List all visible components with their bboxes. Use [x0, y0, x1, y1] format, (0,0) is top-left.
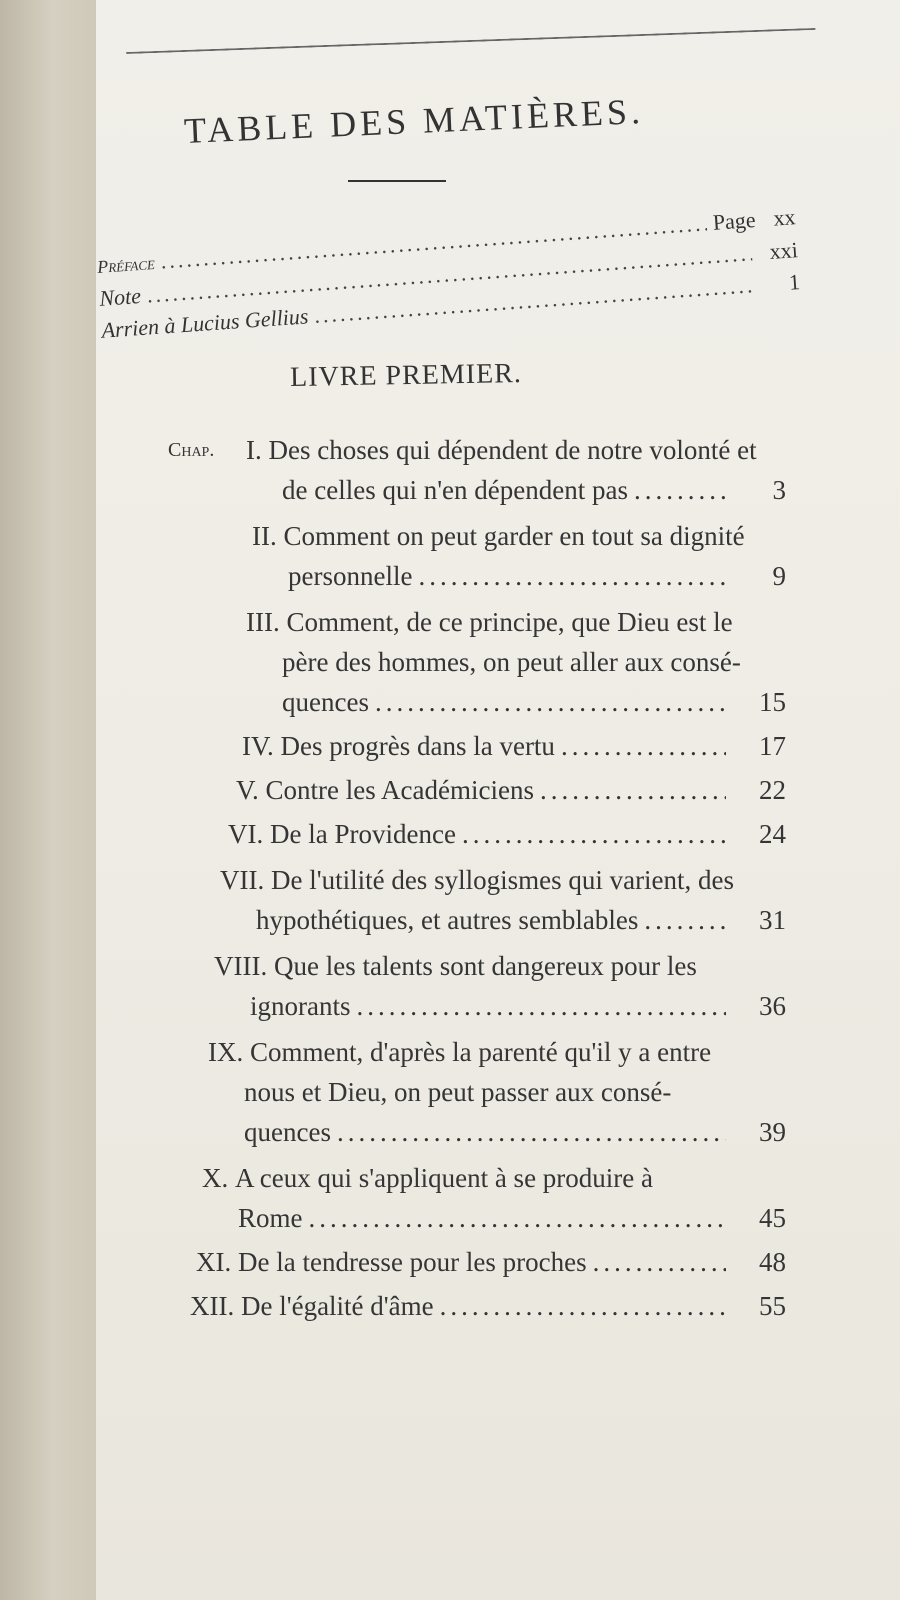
chapter-line	[196, 1242, 786, 1282]
leader-dots	[644, 900, 726, 940]
page-number: 17	[759, 731, 786, 761]
page-number: xxi	[768, 237, 799, 264]
chapter-title-text: Comment, d'après la parenté qu'il y a entre	[250, 1037, 712, 1067]
book-heading: LIVRE PREMIER.	[289, 357, 523, 394]
leader-dots	[357, 986, 727, 1026]
chapter-entry	[96, 946, 786, 1026]
chapter-entry	[96, 814, 786, 854]
chapter-line	[242, 726, 786, 766]
chapter-title-text: quences	[282, 687, 369, 717]
chapter-line	[208, 1112, 786, 1152]
leader-dots	[375, 682, 726, 722]
chapter-title-text: nous et Dieu, on peut passer aux consé-	[244, 1077, 672, 1107]
entry-label: Arrien à Lucius Gellius	[100, 303, 310, 343]
chapter-title-text: ignorants	[250, 991, 351, 1021]
chapter-title-text: hypothétiques, et autres semblables	[256, 905, 639, 935]
chapter-line	[228, 814, 786, 854]
chapter-entry	[96, 1158, 786, 1238]
chapter-line	[190, 1286, 786, 1326]
page-number: 3	[772, 475, 786, 505]
chapter-line	[220, 860, 786, 900]
chapter-title-text: Comment on peut garder en tout sa dignité	[283, 521, 745, 551]
leader-dots	[634, 470, 726, 510]
chapter-entry	[96, 602, 786, 722]
chapter-line	[208, 1032, 786, 1072]
chapter-title-text: personnelle	[288, 561, 413, 591]
chapter-title-text: père des hommes, on peut aller aux consé-	[282, 647, 741, 677]
chapter-line	[220, 900, 786, 940]
chapter-number: IX.	[208, 1037, 250, 1067]
chapter-title-text: A ceux qui s'appliquent à se produire à	[235, 1163, 653, 1193]
chapter-title-text: Rome	[238, 1203, 303, 1233]
title-underline	[348, 180, 446, 182]
chapter-number: IV.	[242, 731, 281, 761]
page-number: 9	[772, 561, 786, 591]
leader-dots	[337, 1112, 726, 1152]
chapter-title-text: De la tendresse pour les proches	[238, 1247, 587, 1277]
book-page	[96, 0, 900, 1600]
chapter-line	[202, 1198, 786, 1238]
page-number: 31	[759, 905, 786, 935]
chapter-number: II.	[252, 521, 284, 551]
chapter-line	[214, 986, 786, 1026]
chapter-title-text: De la Providence	[270, 819, 456, 849]
front-matter-list	[96, 201, 801, 347]
chapter-entry	[96, 726, 786, 766]
leader-dots	[540, 770, 726, 810]
chapter-line	[246, 642, 786, 682]
chapter-number: XII.	[190, 1291, 241, 1321]
chapter-line	[214, 946, 786, 986]
chapter-title-text: De l'égalité d'âme	[240, 1291, 434, 1321]
chapter-title-text: de celles qui n'en dépendent pas	[282, 475, 628, 505]
leader-dots	[440, 1286, 726, 1326]
chapter-line	[246, 682, 786, 722]
chapter-title-text: Des choses qui dépendent de notre volonté et	[268, 435, 757, 465]
entry-label: Note	[98, 283, 142, 311]
chapter-line	[208, 1072, 786, 1112]
chapter-line	[236, 770, 786, 810]
chapter-number: X.	[202, 1163, 235, 1193]
chapter-entry	[96, 1286, 786, 1326]
entry-label: Préface	[96, 252, 156, 277]
page-number: 15	[759, 687, 786, 717]
chapter-number: VI.	[228, 819, 270, 849]
chapter-entry	[96, 516, 786, 596]
page-word: Page	[711, 206, 757, 235]
page-number: xx	[772, 204, 797, 231]
chapter-number: V.	[236, 775, 266, 805]
page-number: 36	[759, 991, 786, 1021]
chapter-line	[252, 516, 786, 556]
page-number: 1	[788, 269, 801, 295]
book-spine-edge	[0, 0, 96, 1600]
leader-dots	[593, 1242, 726, 1282]
chapter-number: I.	[246, 435, 269, 465]
page-number: 22	[759, 775, 786, 805]
chapter-entry	[96, 770, 786, 810]
chapter-entry	[96, 860, 786, 940]
page-title: TABLE DES MATIÈRES.	[183, 90, 645, 152]
chapter-list	[96, 430, 786, 1330]
top-rule	[126, 28, 816, 54]
chapter-title-text: Des progrès dans la vertu	[280, 731, 555, 761]
chapter-number: XI.	[196, 1247, 238, 1277]
chapter-line	[252, 556, 786, 596]
chapter-line	[246, 430, 786, 470]
leader-dots	[561, 726, 726, 766]
chapter-number: VIII.	[214, 951, 274, 981]
chapter-line	[246, 470, 786, 510]
chapter-title-text: Comment, de ce principe, que Dieu est le	[286, 607, 733, 637]
chapter-entry	[96, 1242, 786, 1282]
page-number: 45	[759, 1203, 786, 1233]
chapter-entry	[96, 430, 786, 510]
chapter-number: VII.	[220, 865, 271, 895]
chapter-entry	[96, 1032, 786, 1152]
page-number: 39	[759, 1117, 786, 1147]
chapter-number: III.	[246, 607, 287, 637]
page-number: 24	[759, 819, 786, 849]
chapter-title-text: Que les talents sont dangereux pour les	[273, 951, 697, 981]
leader-dots	[309, 1198, 727, 1238]
chapter-line	[246, 602, 786, 642]
leader-dots	[462, 814, 726, 854]
chapter-title-text: De l'utilité des syllogismes qui varient, des	[270, 865, 735, 895]
leader-dots	[418, 556, 726, 596]
chapter-title-text: quences	[244, 1117, 331, 1147]
chapter-line	[202, 1158, 786, 1198]
page-number: 55	[759, 1291, 786, 1321]
page-number: 48	[759, 1247, 786, 1277]
chapter-title-text: Contre les Académiciens	[265, 775, 534, 805]
chapter-prefix: Chap.	[168, 439, 215, 461]
